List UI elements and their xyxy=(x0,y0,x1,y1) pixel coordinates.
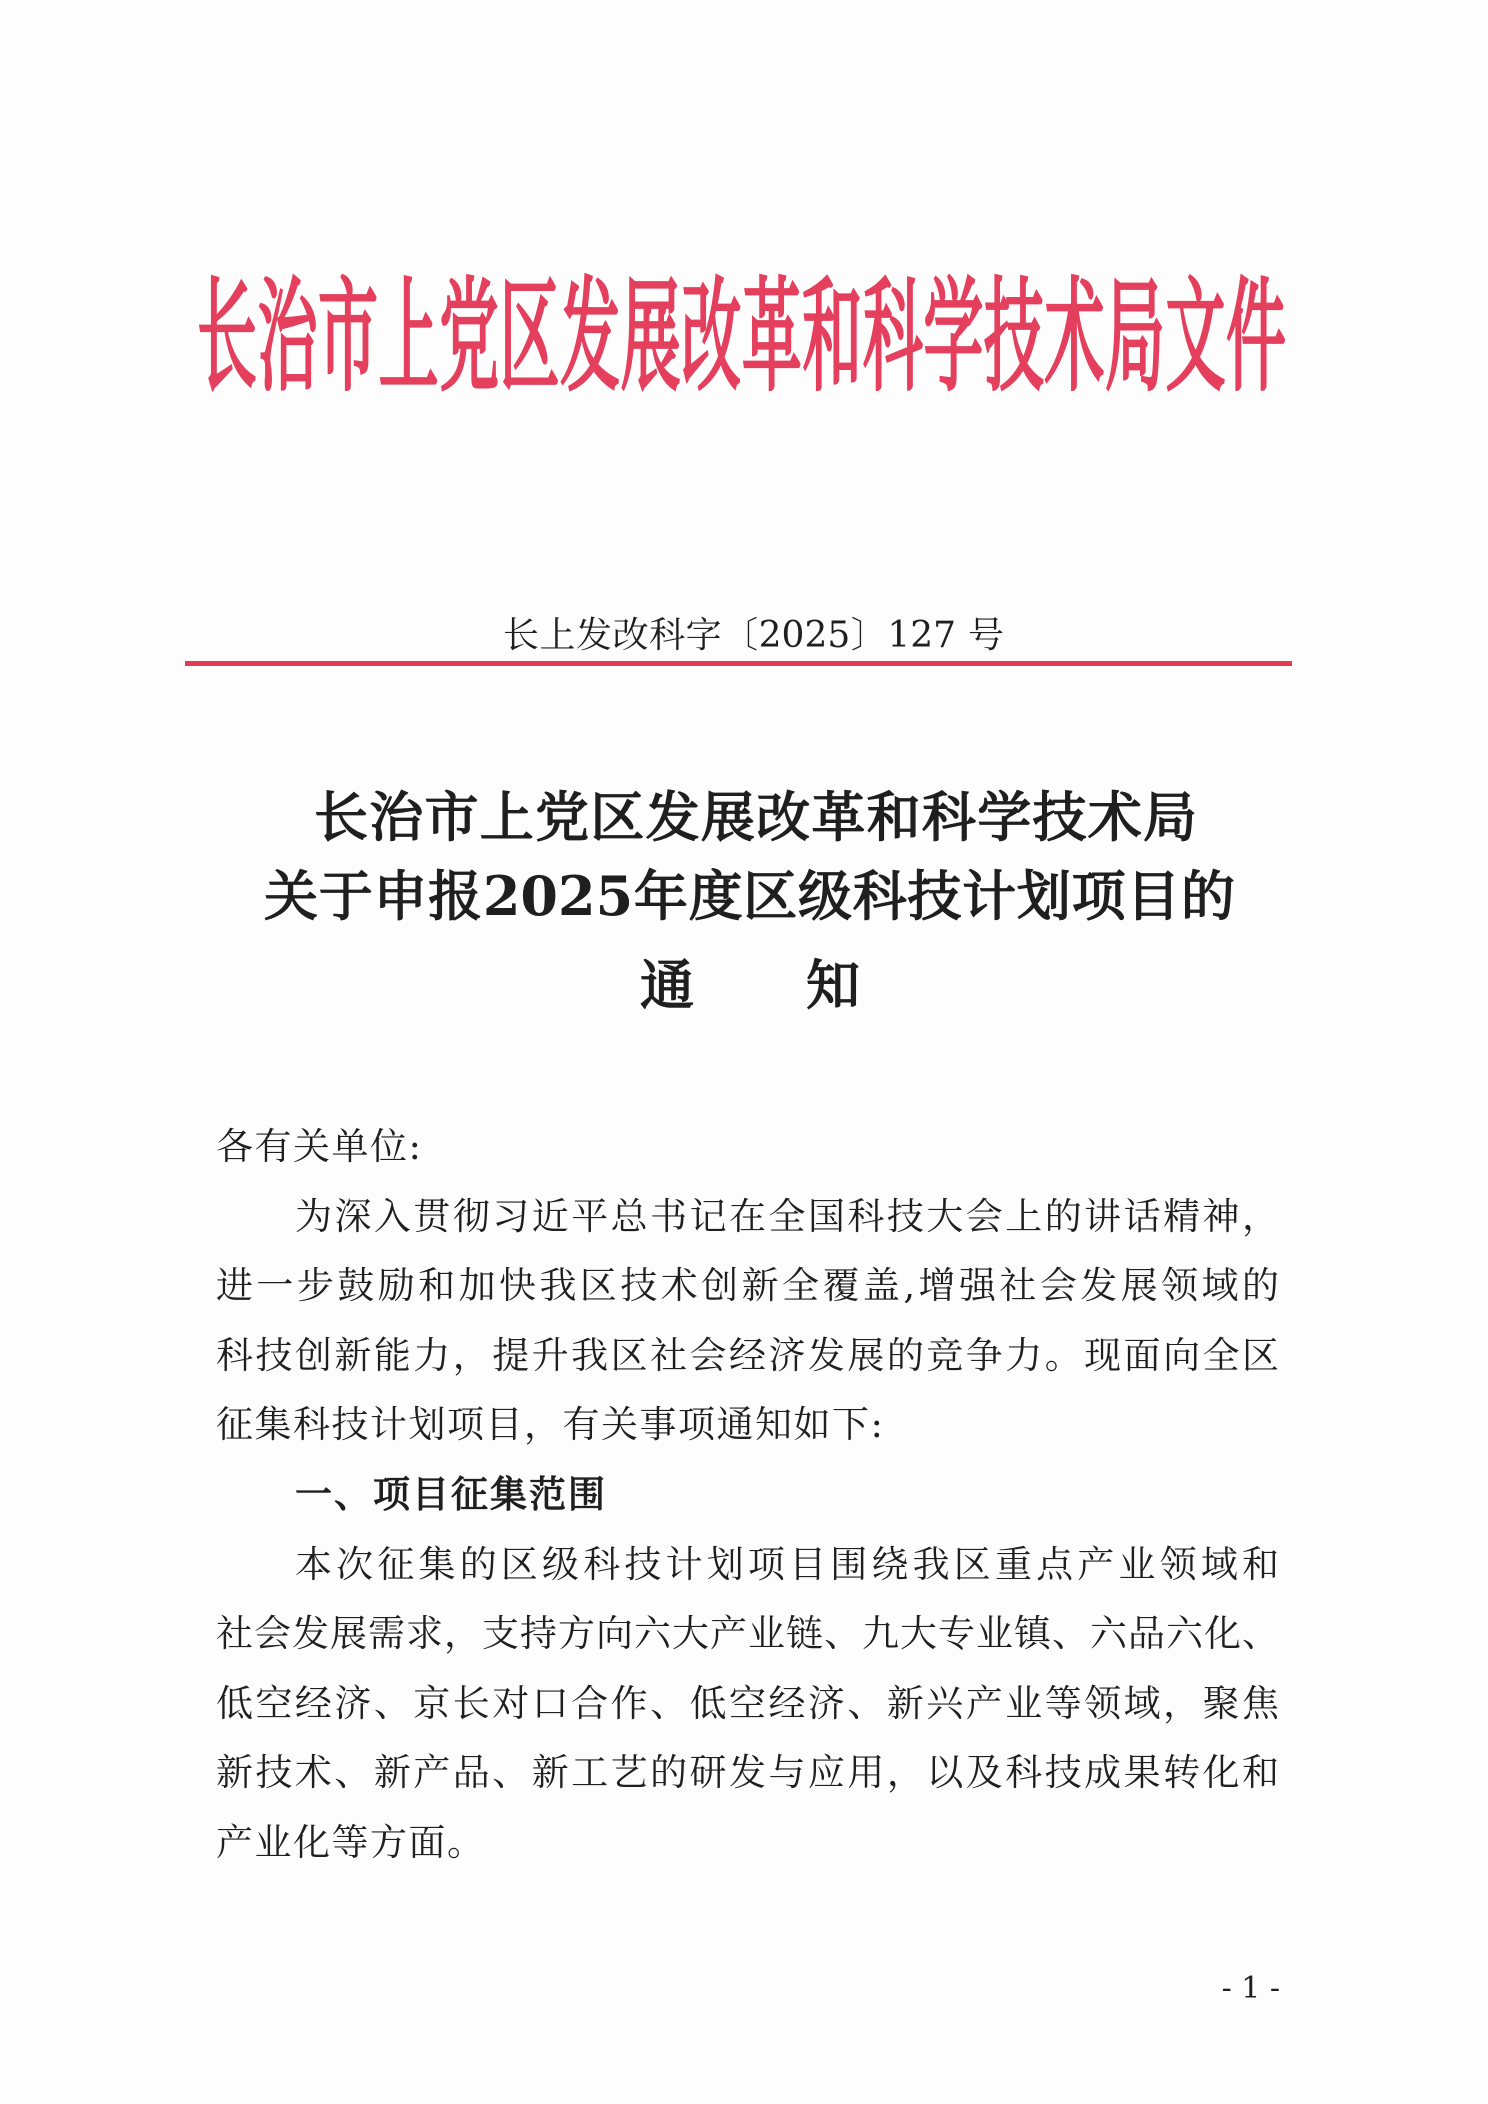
paragraph-line: 社会发展需求，支持方向六大产业链、九大专业镇、六品六化、 xyxy=(216,1612,1279,1656)
paragraph-line: 为深入贯彻习近平总书记在全国科技大会上的讲话精神， xyxy=(295,1194,1279,1238)
paragraph-line: 科技创新能力，提升我区社会经济发展的竞争力。现面向全区 xyxy=(216,1333,1279,1377)
document-number: 长上发改科字〔2025〕127 号 xyxy=(503,615,1004,656)
notice-title-line-1: 长治市上党区发展改革和科学技术局 xyxy=(314,785,1197,849)
salutation: 各有关单位: xyxy=(216,1125,423,1168)
notice-title-line-2: 关于申报2025年度区级科技计划项目的 xyxy=(264,864,1235,928)
red-divider-line xyxy=(185,661,1292,666)
red-header-title: 长治市上党区发展改革和科学技术局文件 xyxy=(197,266,1286,410)
paragraph-line: 征集科技计划项目，有关事项通知如下: xyxy=(216,1403,885,1447)
document-body xyxy=(216,1112,1279,1878)
section-heading: 一、项目征集范围 xyxy=(295,1472,607,1516)
paragraph-line: 本次征集的区级科技计划项目围绕我区重点产业领域和 xyxy=(295,1542,1279,1586)
paragraph-line: 产业化等方面。 xyxy=(216,1820,486,1864)
notice-title-line-3: 通知 xyxy=(640,953,972,1017)
paragraph-line: 新技术、新产品、新工艺的研发与应用，以及科技成果转化和 xyxy=(216,1751,1279,1795)
paragraph-line: 进一步鼓励和加快我区技术创新全覆盖,增强社会发展领域的 xyxy=(216,1264,1279,1308)
paragraph-line: 低空经济、京长对口合作、低空经济、新兴产业等领域，聚焦 xyxy=(216,1681,1279,1725)
page-number: - 1 - xyxy=(1221,1971,1280,2006)
